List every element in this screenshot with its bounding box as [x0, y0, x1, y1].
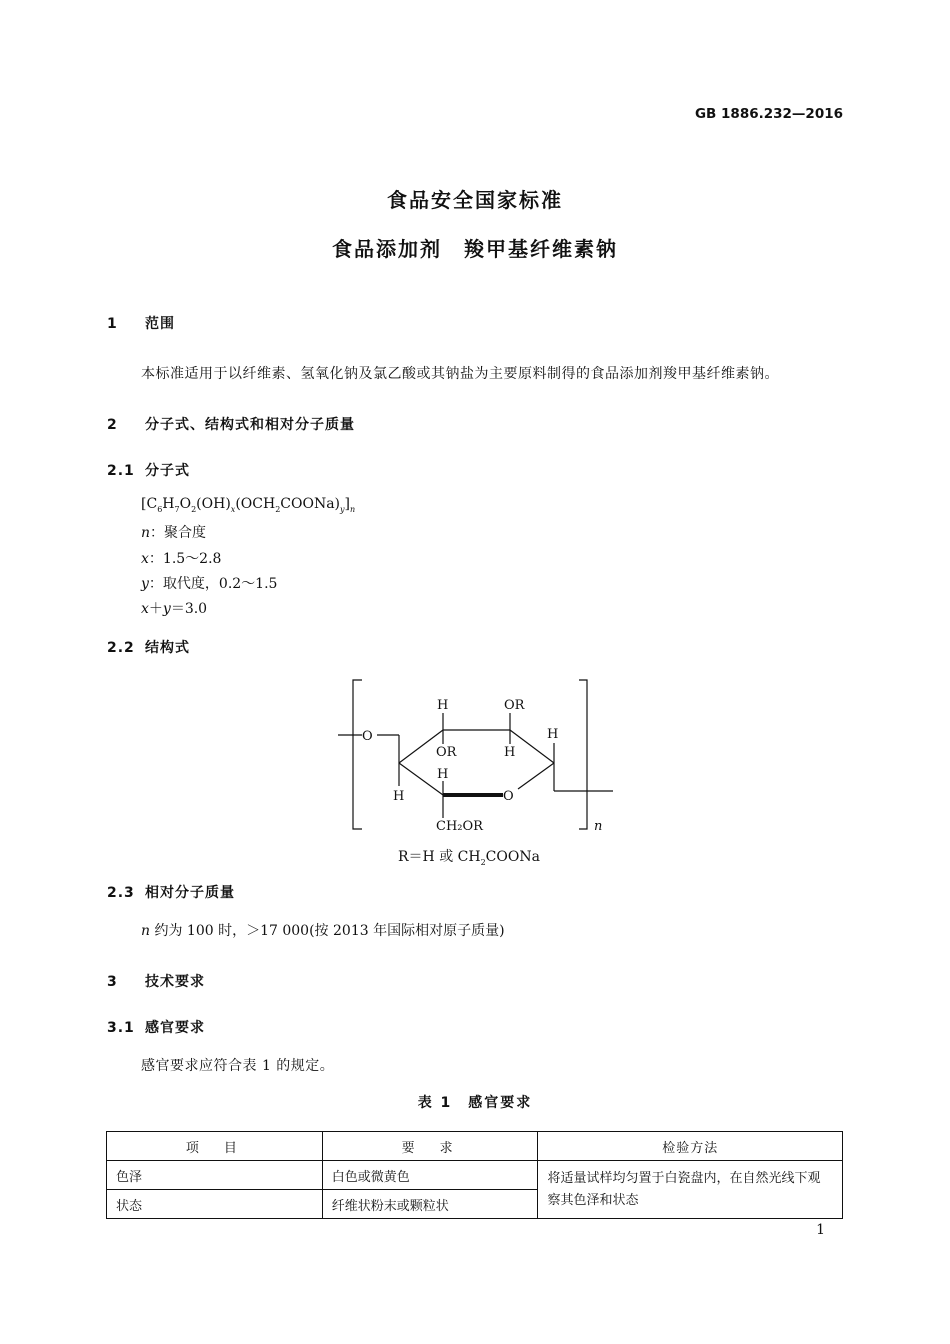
atom-h-ring: H	[437, 767, 449, 782]
section-number: 2.2	[107, 640, 135, 656]
section-3-heading	[107, 971, 205, 991]
atom-h-top: H	[437, 698, 449, 713]
molecular-formula: $[C_6H_7O_2(OH)_x(OCH_2COONa)_y]_n$	[141, 496, 356, 514]
doc-title-line2: 食品添加剂 羧甲基纤维素钠	[332, 237, 618, 261]
section-3-1-text: 感官要求应符合表 1 的规定。	[141, 1058, 335, 1074]
section-number: 2	[107, 417, 118, 433]
section-2-3-text: n 约为 100 时，＞17 000(按 2013 年国际相对原子质量)	[141, 923, 505, 939]
section-title: 分子式、结构式和相对分子质量	[145, 417, 355, 433]
group-or-mid: OR	[436, 745, 457, 760]
atom-o-ring: O	[503, 789, 514, 804]
atom-h-mid: H	[504, 745, 516, 760]
atom-h-left: H	[393, 789, 405, 804]
section-1-text: 本标准适用于以纤维素、氢氧化钠及氯乙酸或其钠盐为主要原料制得的食品添加剂羧甲基纤维素钠。	[141, 366, 779, 382]
r-definition: R＝H 或 $CH_2COONa$	[398, 849, 540, 867]
section-title: 相对分子质量	[145, 885, 235, 901]
group-ch2or: CH₂OR	[436, 819, 483, 834]
def-sum: x＋y＝3.0	[141, 601, 208, 617]
def-x: x：1.5～2.8	[141, 551, 222, 567]
standard-number: GB 1886.232—2016	[694, 106, 843, 122]
section-3-1-heading	[107, 1017, 205, 1037]
section-number: 2.1	[107, 463, 135, 479]
section-number: 3	[107, 974, 118, 990]
doc-title-line1: 食品安全国家标准	[387, 188, 563, 212]
header-method: 检验方法	[538, 1132, 843, 1161]
atom-o-left: O	[362, 729, 373, 744]
sensory-requirements-table	[106, 1131, 843, 1219]
section-title: 技术要求	[145, 974, 205, 990]
section-title: 范围	[145, 316, 175, 332]
table-header-row	[107, 1132, 843, 1161]
group-or-top: OR	[504, 698, 525, 713]
header-item: 项 目	[107, 1132, 323, 1161]
section-2-3-heading	[107, 882, 235, 902]
section-title: 结构式	[145, 640, 190, 656]
cell-method: 将适量试样均匀置于白瓷盘内，在自然光线下观察其色泽和状态	[538, 1161, 843, 1219]
cell-requirement: 白色或微黄色	[322, 1161, 538, 1190]
section-number: 2.3	[107, 885, 135, 901]
section-number: 1	[107, 316, 118, 332]
table-caption: 表 1 感官要求	[417, 1095, 533, 1111]
atom-h-right: H	[547, 727, 559, 742]
cell-item: 状态	[107, 1190, 323, 1219]
section-title: 分子式	[145, 463, 190, 479]
header-requirement: 要 求	[322, 1132, 538, 1161]
repeat-n: n	[594, 819, 603, 834]
table-row	[107, 1161, 843, 1190]
section-number: 3.1	[107, 1020, 135, 1036]
cell-requirement: 纤维状粉末或颗粒状	[322, 1190, 538, 1219]
def-y: y：取代度，0.2～1.5	[141, 576, 278, 592]
page-number: 1	[816, 1222, 825, 1238]
cell-item: 色泽	[107, 1161, 323, 1190]
def-n: n：聚合度	[141, 525, 207, 541]
section-title: 感官要求	[145, 1020, 205, 1036]
